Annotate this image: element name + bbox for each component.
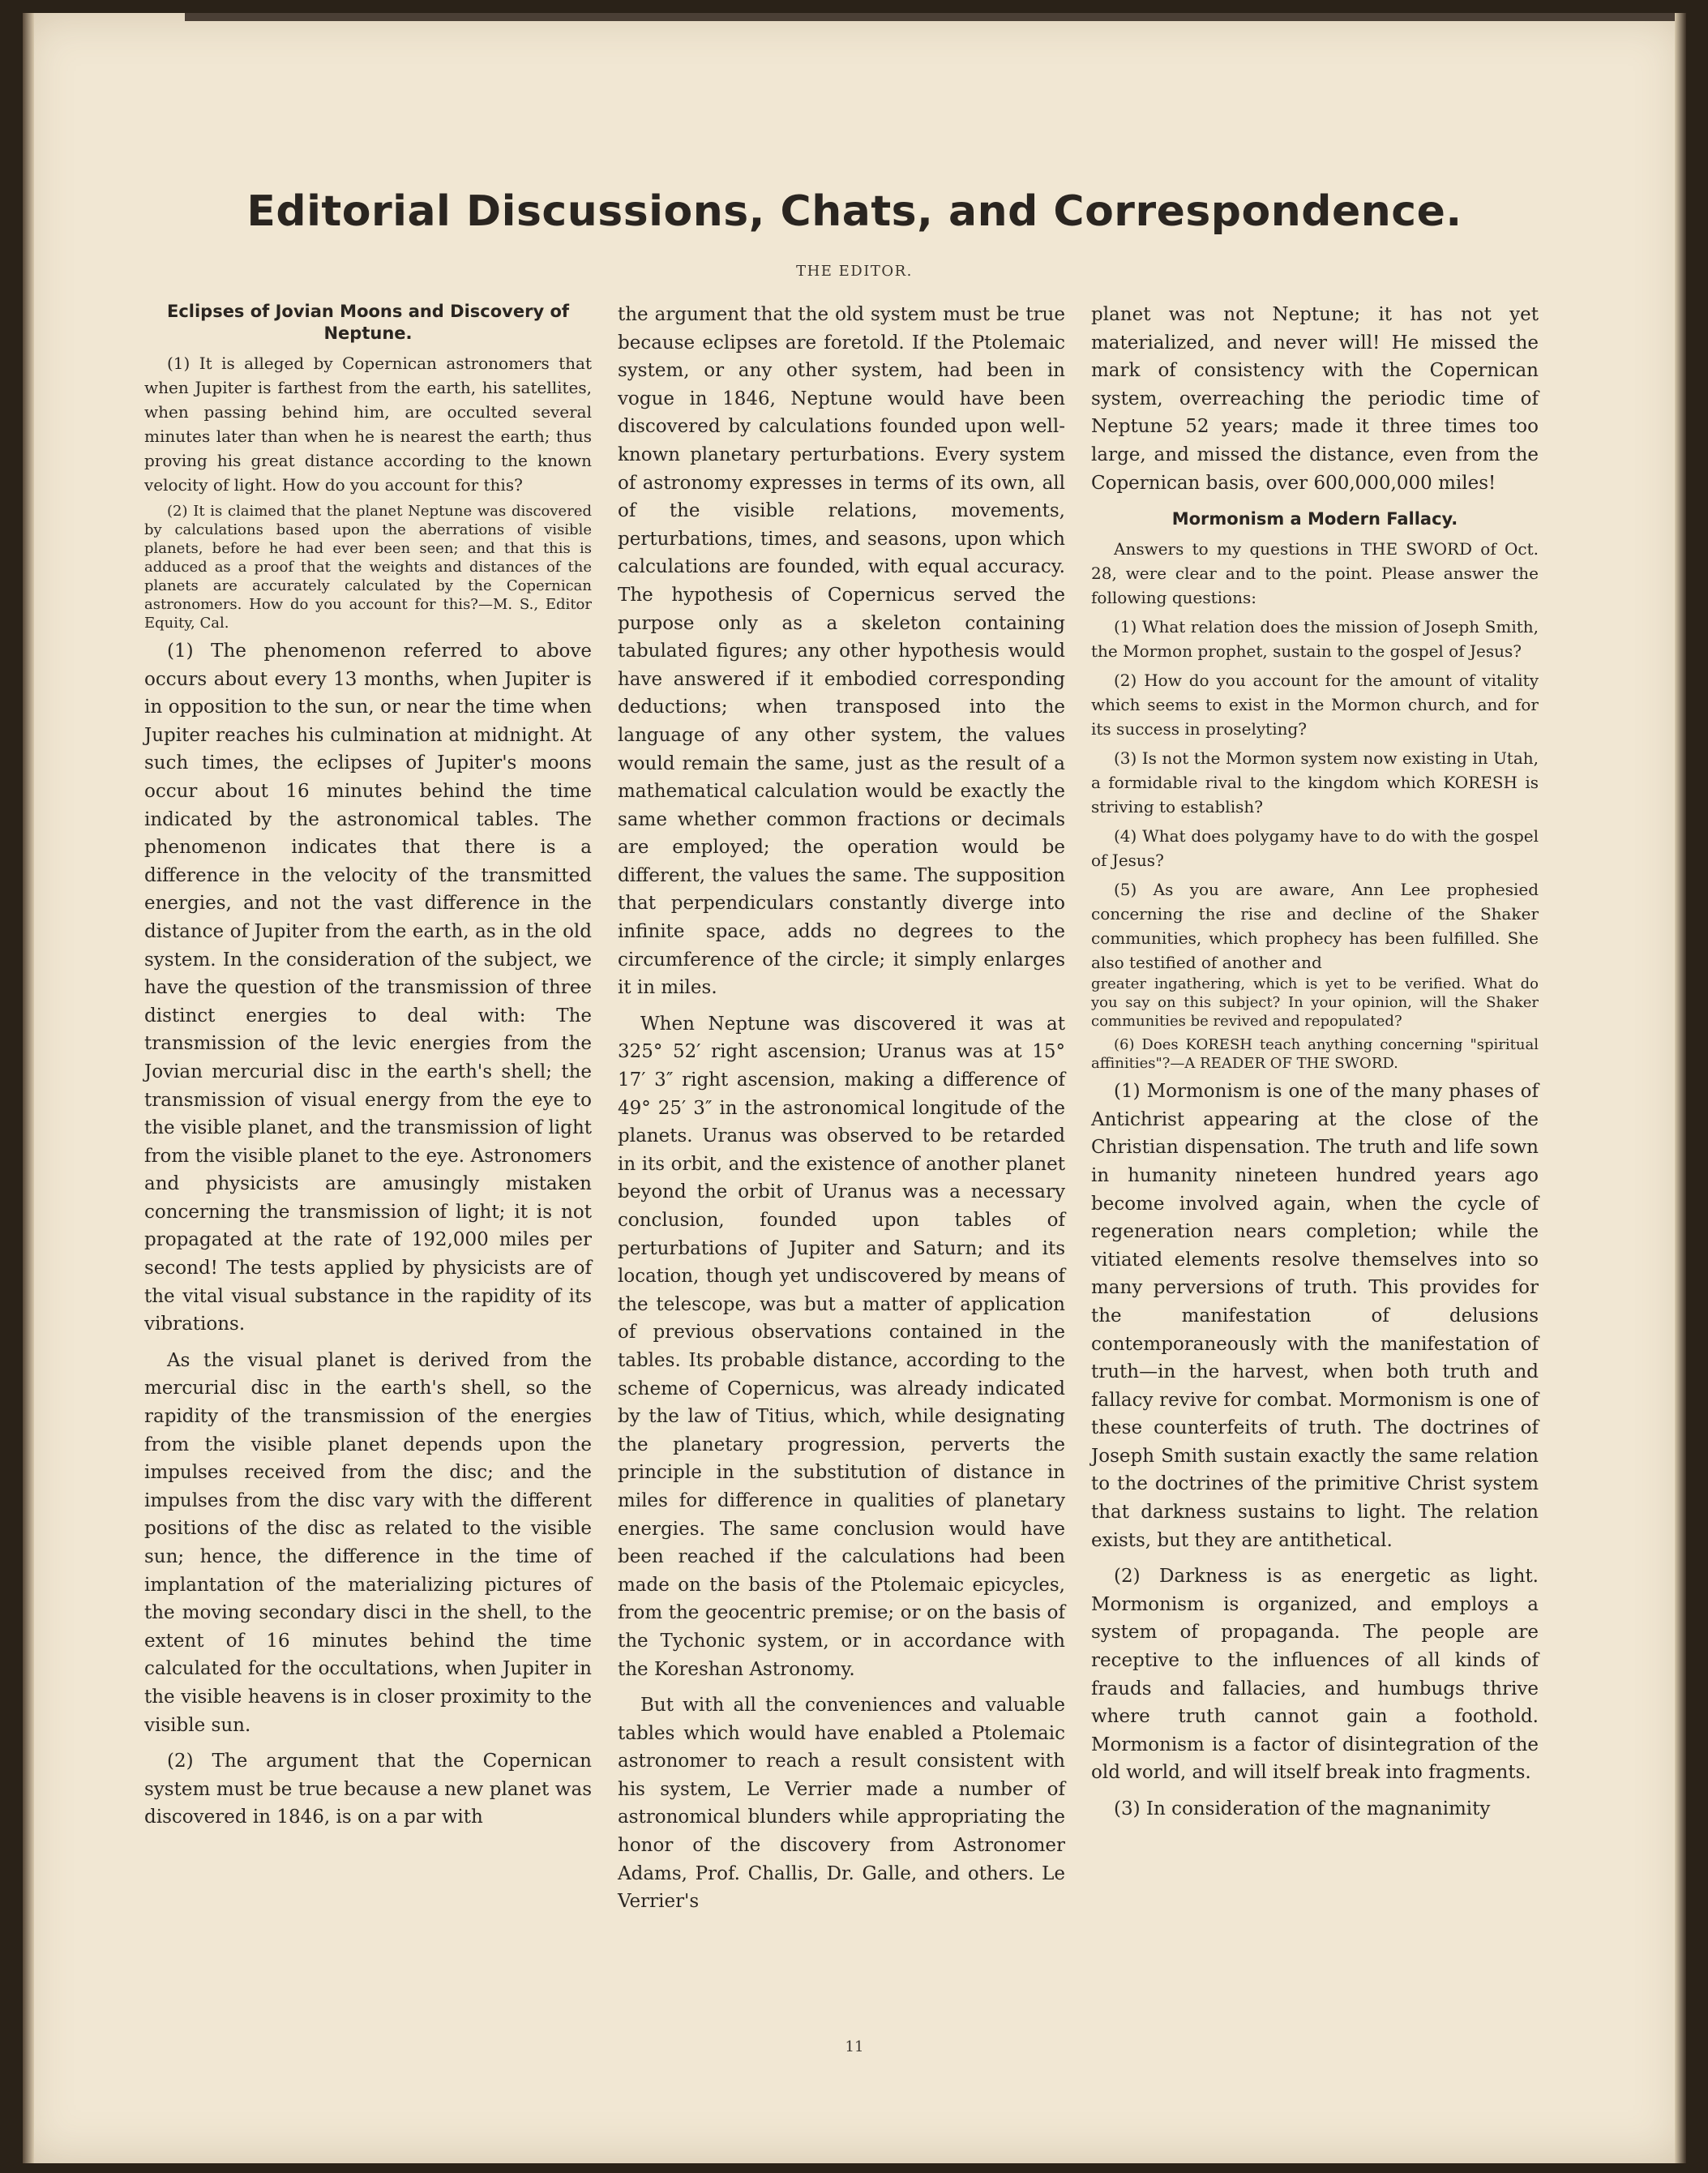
page-right-edge <box>1675 13 1686 2163</box>
question-2: (2) How do you account for the amount of vitality which seems to exist in the Mormon church, and for its success in proselyting? <box>1091 671 1539 739</box>
section-heading-jovian: Eclipses of Jovian Moons and Discovery of Neptune. <box>166 302 570 343</box>
question-2: (2) It is claimed that the planet Neptune was discovered by calculations based upon the aberrations of visible planets, before he had ever been seen; and that this is adduced as a proof that the weights and distances of the planets are accurately calculated by the Copernican astronomers. How do you account for this?—M. S., Editor Equity, Cal. <box>144 503 592 632</box>
section-heading-mormonism: Mormonism a Modern Fallacy. <box>1171 509 1458 529</box>
question-4: (4) What does polygamy have to do with the gospel of Jesus? <box>1091 826 1539 871</box>
answer-2: (2) Darkness is as energetic as light. Mormonism is organized, and employs a system of propaganda. The people are receptive to the influences of all kinds of frauds and fallacies, and humbugs thrive where truth cannot gain a foothold. Mormonism is a factor of disintegration of the old world, and will itself break into fragments. <box>1091 1566 1539 1784</box>
paragraph-le-verrier: But with all the conveniences and valuable tables which would have enabled a Ptolemaic astronomer to reach a result consistent with his system, Le Verrier made a number of astronomical blunders while appropriating the honor of the discovery from Astronomer Adams, Prof. Challis, Dr. Galle, and others. Le Verrier's <box>618 1695 1065 1913</box>
page-top-edge <box>185 13 1686 21</box>
letter-intro: Answers to my questions in THE SWORD of Oct. 28, were clear and to the point. Please answer the following questions: <box>1091 539 1539 608</box>
question-3: (3) Is not the Mormon system now existing in Utah, a formidable rival to the kingdom which KORESH is striving to establish? <box>1091 748 1539 817</box>
column-2 <box>618 301 1065 1924</box>
byline: THE EDITOR. <box>796 263 913 280</box>
answer-1: (1) The phenomenon referred to above occurs about every 13 months, when Jupiter is in opposition to the sun, or near the time when Jupiter reaches his culmination at midnight. At such times, the eclipses of Jupiter's moons occur about 16 minutes behind the time indicated by the astronomical tables. The phenomenon indicates that there is a difference in the velocity of the transmitted energies, and not the vast difference in the distance of Jupiter from the earth, as in the old system. In the consideration of the subject, we have the question of the transmission of three distinct energies to deal with: The transmission of the levic energies from the Jovian mercurial disc in the earth's shell; the transmission of visual energy from the eye to the visible planet, and the transmission of light from the visible planet to the eye. Astronomers and physicists are amusingly mistaken concerning the transmission of light; it is not propagated at the rate of 192,000 miles per second! The tests applied by physicists are of the vital visual substance in the rapidity of its vibrations. <box>144 641 592 1335</box>
book-page <box>23 13 1686 2163</box>
answer-1: (1) Mormonism is one of the many phases of Antichrist appearing at the close of the Christian dispensation. The truth and life sown in humanity nineteen hundred years ago become involved again, when the cycle of regeneration nears completion; while the vitiated elements resolve themselves into so many perversions of truth. This provides for the manifestation of delusions contemporaneously with the manifestation of truth—in the harvest, when both truth and fallacy revive for combat. Mormonism is one of these counterfeits of truth. The doctrines of Joseph Smith sustain exactly the same relation to the doctrines of the primitive Christ system that darkness sustains to light. The relation exists, but they are antithetical. <box>1091 1081 1539 1551</box>
question-1: (1) What relation does the mission of Joseph Smith, the Mormon prophet, sustain to the gospel of Jesus? <box>1091 617 1539 662</box>
paragraph-continued: planet was not Neptune; it has not yet materialized, and never will! He missed the mark of consistency with the Copernican system, overreaching the periodic time of Neptune 52 years; made it three times too large, and missed the distance, even from the Copernican basis, over 600,000,000 miles! <box>1091 304 1539 494</box>
question-6: (6) Does KORESH teach anything concerning "spiritual affinities"?—A READER OF THE SWORD. <box>1091 1036 1539 1073</box>
answer-3-start: (3) In consideration of the magnanimity <box>1114 1798 1491 1819</box>
answer-2-continued: the argument that the old system must be true because eclipses are foretold. If the Ptolemaic system, or any other system, had been in vogue in 1846, Neptune would have been discovered by calculations founded upon well-known planetary perturbations. Every system of astronomy expresses in terms of its own, all of the visible relations, movements, perturbations, times, and seasons, upon which calculations are founded, with equal accuracy. The hypothesis of Copernicus served the purpose only as a skeleton containing tabulated figures; any other hypothesis would have answered if it embodied corresponding deductions; when transposed into the language of any other system, the values would remain the same, just as the result of a mathematical calculation would be exactly the same whether common fractions or decimals are employed; the operation would be different, the values the same. The supposition that perpendiculars constantly diverge into infinite space, adds no degrees to the circumference of the circle; it simply enlarges it in miles. <box>618 304 1065 999</box>
binding-gutter <box>23 13 34 2163</box>
page-title: Editorial Discussions, Chats, and Correspondence. <box>246 187 1462 236</box>
paragraph: As the visual planet is derived from the mercurial disc in the earth's shell, so the rapidity of the transmission of the energies from the visible planet depends upon the impulses received from the disc; and the impulses from the disc vary with the different positions of the disc as related to the visible sun; hence, the difference in the time of implantation of the materializing pictures of the moving secondary disci in the shell, to the extent of 16 minutes behind the time calculated for the occultations, when Jupiter in the visible heavens is in closer proximity to the visible sun. <box>144 1349 592 1736</box>
question-1: (1) It is alleged by Copernican astronomers that when Jupiter is farthest from the earth, his satellites, when passing behind him, are occulted several minutes later than when he is nearest the earth; thus proving his great distance according to the known velocity of light. How do you account for this? <box>144 354 592 495</box>
answer-2-start: (2) The argument that the Copernican system must be true because a new planet was discovered in 1846, is on a par with <box>144 1751 592 1828</box>
question-5-continued: greater ingathering, which is yet to be verified. What do you say on this subject? In your opinion, will the Shaker communities be revived and repopulated? <box>1091 975 1539 1031</box>
paragraph-neptune: When Neptune was discovered it was at 325° 52′ right ascension; Uranus was at 15° 17′ 3″ right ascension, making a difference of 49° 25′ 3″ in the astronomical longitude of the planets. Uranus was observed to be retarded in its orbit, and the existence of another planet beyond the orbit of Uranus was a necessary conclusion, founded upon tables of perturbations of Jupiter and Saturn; and its location, though yet undiscovered by means of the telescope, was but a matter of application of previous observations contained in the tables. Its probable distance, according to the scheme of Copernicus, was already indicated by the law of Titius, which, while designating the planetary progression, perverts the principle in the substitution of distance in miles for difference in qualities of planetary energies. The same conclusion would have been reached if the calculations had been made on the basis of the Ptolemaic epicycles, from the geocentric premise; or on the basis of the Tychonic system, or in accordance with the Koreshan Astronomy. <box>618 1013 1065 1680</box>
question-5: (5) As you are aware, Ann Lee prophesied concerning the rise and decline of the Shaker communities, which prophecy has been fulfilled. She also testified of another and <box>1091 880 1539 973</box>
page-number: 11 <box>845 2038 864 2055</box>
column-1 <box>144 301 592 1840</box>
column-3 <box>1091 301 1539 1832</box>
